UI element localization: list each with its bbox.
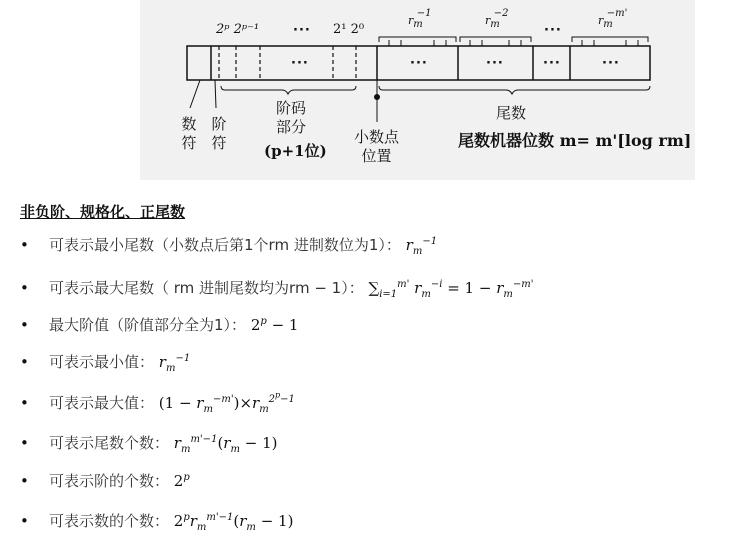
item-text: 可表示最大尾数（ rm 进制尾数均为rm − 1）： $\sum_{i=1}^{m'}$ $r_m^{-i} = 1 - r_m^{-m'}$ — [49, 279, 534, 300]
mantissa-cell-dots-2: ··· — [486, 56, 504, 71]
mantissa-weight-1-label: $r_m^{-1}$ — [408, 8, 432, 31]
item-formula: 2$^p$ — [173, 472, 190, 490]
floating-point-format-diagram — [140, 0, 695, 180]
exponent-weights-ellipsis: ··· — [293, 23, 311, 38]
item-text: 可表示最小值： $r_m^{-1}$ — [49, 353, 191, 374]
item-formula: $(1 - r_m^{-m'})\times r_m^{2^p-1}$ — [158, 390, 295, 415]
bullet-dot: • — [20, 512, 29, 530]
exponent-bits-label: (p+1位) — [264, 142, 327, 160]
mantissa-cell-dots-4: ··· — [602, 56, 620, 71]
bullet-dot: • — [20, 353, 29, 371]
item-text: 可表示尾数个数： $r_m^{m'-1}(r_m - 1)$ — [49, 434, 278, 455]
item-text: 可表示最小尾数（小数点后第1个rm 进制数位为1）： $r_m^{-1}$ — [49, 236, 438, 257]
exponent-high-weight-label: 2ᵖ 2ᵖ⁻¹ — [216, 22, 260, 37]
mantissa-label: 尾数 — [496, 104, 527, 122]
exponent-sign-label: 阶符 — [211, 115, 227, 152]
item-text: 可表示最大值： $(1 - r_m^{-m'})\times r_m^{2^p-1}$ — [49, 390, 295, 415]
sign-label: 数符 — [181, 115, 197, 152]
mantissa-weight-2-label: $r_m^{-2}$ — [485, 8, 509, 31]
radix-point-label: 小数点 位置 — [354, 128, 400, 165]
item-formula: 2$^p$ − 1 — [250, 316, 299, 334]
item-text: 可表示数的个数： $2^pr_m^{m'-1}(r_m - 1)$ — [49, 512, 294, 533]
mantissa-weight-last-label: $r_m^{-m'}$ — [598, 8, 628, 31]
item-formula: $2^pr_m^{m'-1}(r_m - 1)$ — [173, 512, 294, 533]
mantissa-weights-ellipsis: ··· — [544, 23, 562, 38]
bullet-dot: • — [20, 434, 29, 452]
item-formula: $r_m^{-1}$ — [405, 236, 438, 257]
mantissa-cell-dots-1: ··· — [410, 56, 428, 71]
item-text: 最大阶值（阶值部分全为1）： 2$^p$ − 1 — [49, 316, 299, 334]
mantissa-bits-label: 尾数机器位数 m= m'[log rm] — [458, 131, 692, 150]
exponent-part-label: 阶码 部分 — [276, 99, 307, 136]
item-formula: $r_m^{m'-1}(r_m - 1)$ — [173, 434, 278, 455]
bullet-dot: • — [20, 279, 29, 297]
bullet-dot: • — [20, 394, 29, 412]
bullet-dot: • — [20, 316, 29, 334]
item-formula: $r_m^{-1}$ — [158, 353, 191, 374]
section-title: 非负阶、规格化、正尾数 — [20, 203, 186, 221]
item-text: 可表示阶的个数： 2$^p$ — [49, 472, 190, 490]
exponent-low-weight-label: 2¹ 2⁰ — [333, 22, 365, 37]
bullet-dot: • — [20, 472, 29, 490]
exponent-cell-dots: ··· — [291, 56, 309, 71]
item-formula: $\sum_{i=1}^{m'}$ $r_m^{-i} = 1 - r_m^{-m'}$ — [368, 279, 534, 300]
bullet-dot: • — [20, 236, 29, 254]
mantissa-cell-dots-3: ··· — [543, 56, 561, 71]
